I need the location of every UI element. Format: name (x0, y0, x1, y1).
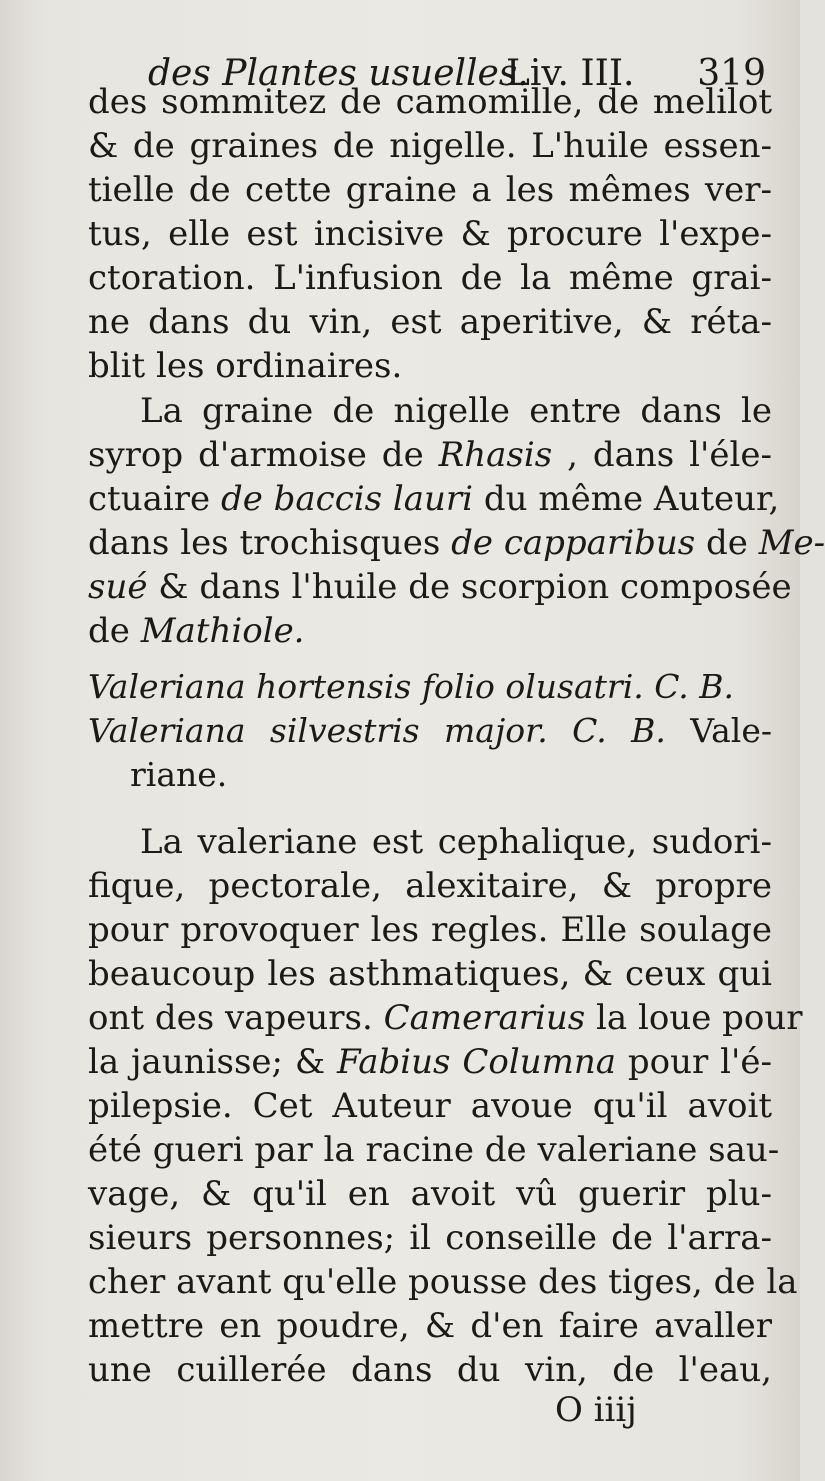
text-line (88, 1128, 780, 1172)
italic-segment: de capparibus (451, 523, 696, 563)
text-line (88, 1040, 772, 1084)
entry-heading-valeriane (88, 665, 772, 797)
italic-segment: Rhasis (438, 435, 553, 475)
text-line (88, 433, 772, 477)
text-segment: du même Auteur, (473, 479, 780, 519)
paragraph-nigelle-compositions (88, 389, 825, 653)
text-line (88, 609, 772, 653)
text-line: tielle de cette graine a les mêmes ver- (88, 170, 772, 210)
text-line (88, 1216, 772, 1260)
text-segment: ctuaire (88, 479, 221, 519)
italic-segment: Valeriana hortensis folio olusatri. C. B. (88, 667, 735, 706)
text-line (88, 1304, 772, 1348)
heading-line (88, 709, 772, 753)
text-segment: Vale- (665, 711, 773, 750)
text-line: ne dans du vin, est aperitive, & réta- (88, 302, 772, 342)
text-segment: syrop d'armoise de (88, 435, 439, 475)
italic-segment: Camerarius (383, 998, 586, 1038)
text-segment: pour l'é- (616, 1042, 772, 1082)
italic-segment: Mathiole. (140, 611, 305, 651)
page-number: 319 (697, 53, 766, 94)
paragraph-nigelle-oil (88, 80, 772, 388)
text-segment: vage, & qu'il en avoit vû guerir plu- (88, 1174, 772, 1214)
italic-segment: Fabius Columna (336, 1042, 617, 1082)
text-line: des sommitez de camomille, de melilot (88, 82, 772, 122)
text-line (88, 389, 772, 433)
text-segment: une cuillerée dans du vin, de l'eau, (88, 1350, 772, 1390)
text-segment: cher avant qu'elle pousse des tiges, de la (88, 1262, 798, 1302)
text-segment: La graine de nigelle entre dans le (140, 391, 772, 431)
text-segment: & dans l'huile de scorpion composée (147, 567, 792, 607)
text-line (88, 477, 780, 521)
text-segment: été gueri par la racine de valeriane sau- (88, 1130, 780, 1170)
text-line (88, 952, 772, 996)
italic-segment: sué (88, 567, 148, 607)
text-line (88, 1172, 772, 1216)
heading-line (88, 753, 772, 797)
text-segment: de (695, 523, 759, 563)
text-line: tus, elle est incisive & procure l'expe- (88, 214, 772, 254)
text-segment: beaucoup les asthmatiques, & ceux qui (88, 954, 772, 994)
text-segment: La valeriane est cephalique, sudori- (140, 822, 772, 862)
running-head-book: Liv. III. (506, 53, 635, 94)
text-segment: riane. (130, 755, 228, 794)
text-segment: pour provoquer les regles. Elle soulage (88, 910, 772, 950)
text-line (88, 1260, 798, 1304)
text-segment: la jaunisse; & (88, 1042, 337, 1082)
text-line (88, 1348, 772, 1392)
text-segment: dans les trochisques (88, 523, 452, 563)
text-segment: ont des vapeurs. (88, 998, 384, 1038)
text-segment: sieurs personnes; il conseille de l'arra- (88, 1218, 772, 1258)
text-line (88, 820, 772, 864)
text-segment: pilepsie. Cet Auteur avoue qu'il avoit (88, 1086, 772, 1126)
text-line: blit les ordinaires. (88, 346, 403, 386)
text-line (88, 864, 772, 908)
heading-line (88, 665, 772, 709)
text-line (88, 908, 772, 952)
text-segment: la loue pour (585, 998, 803, 1038)
text-segment: , dans l'éle- (552, 435, 772, 475)
italic-segment: de baccis lauri (220, 479, 474, 519)
text-segment: de (88, 611, 141, 651)
text-line: & de graines de nigelle. L'huile essen- (88, 126, 772, 166)
text-segment: mettre en poudre, & d'en faire avaller (88, 1306, 772, 1346)
italic-segment: Valeriana silvestris major. C. B. (88, 711, 666, 750)
signature-mark: O iiij (555, 1390, 637, 1430)
text-line (88, 996, 803, 1040)
text-line: ctoration. L'infusion de la même grai- (88, 258, 772, 298)
text-segment: fique, pectorale, alexitaire, & propre (88, 866, 772, 906)
text-line (88, 1084, 772, 1128)
italic-segment: Me- (758, 523, 825, 563)
text-line (88, 521, 825, 565)
running-head-title: des Plantes usuelles. (148, 53, 529, 94)
paragraph-valeriane-virtues (88, 820, 803, 1392)
text-line (88, 565, 792, 609)
